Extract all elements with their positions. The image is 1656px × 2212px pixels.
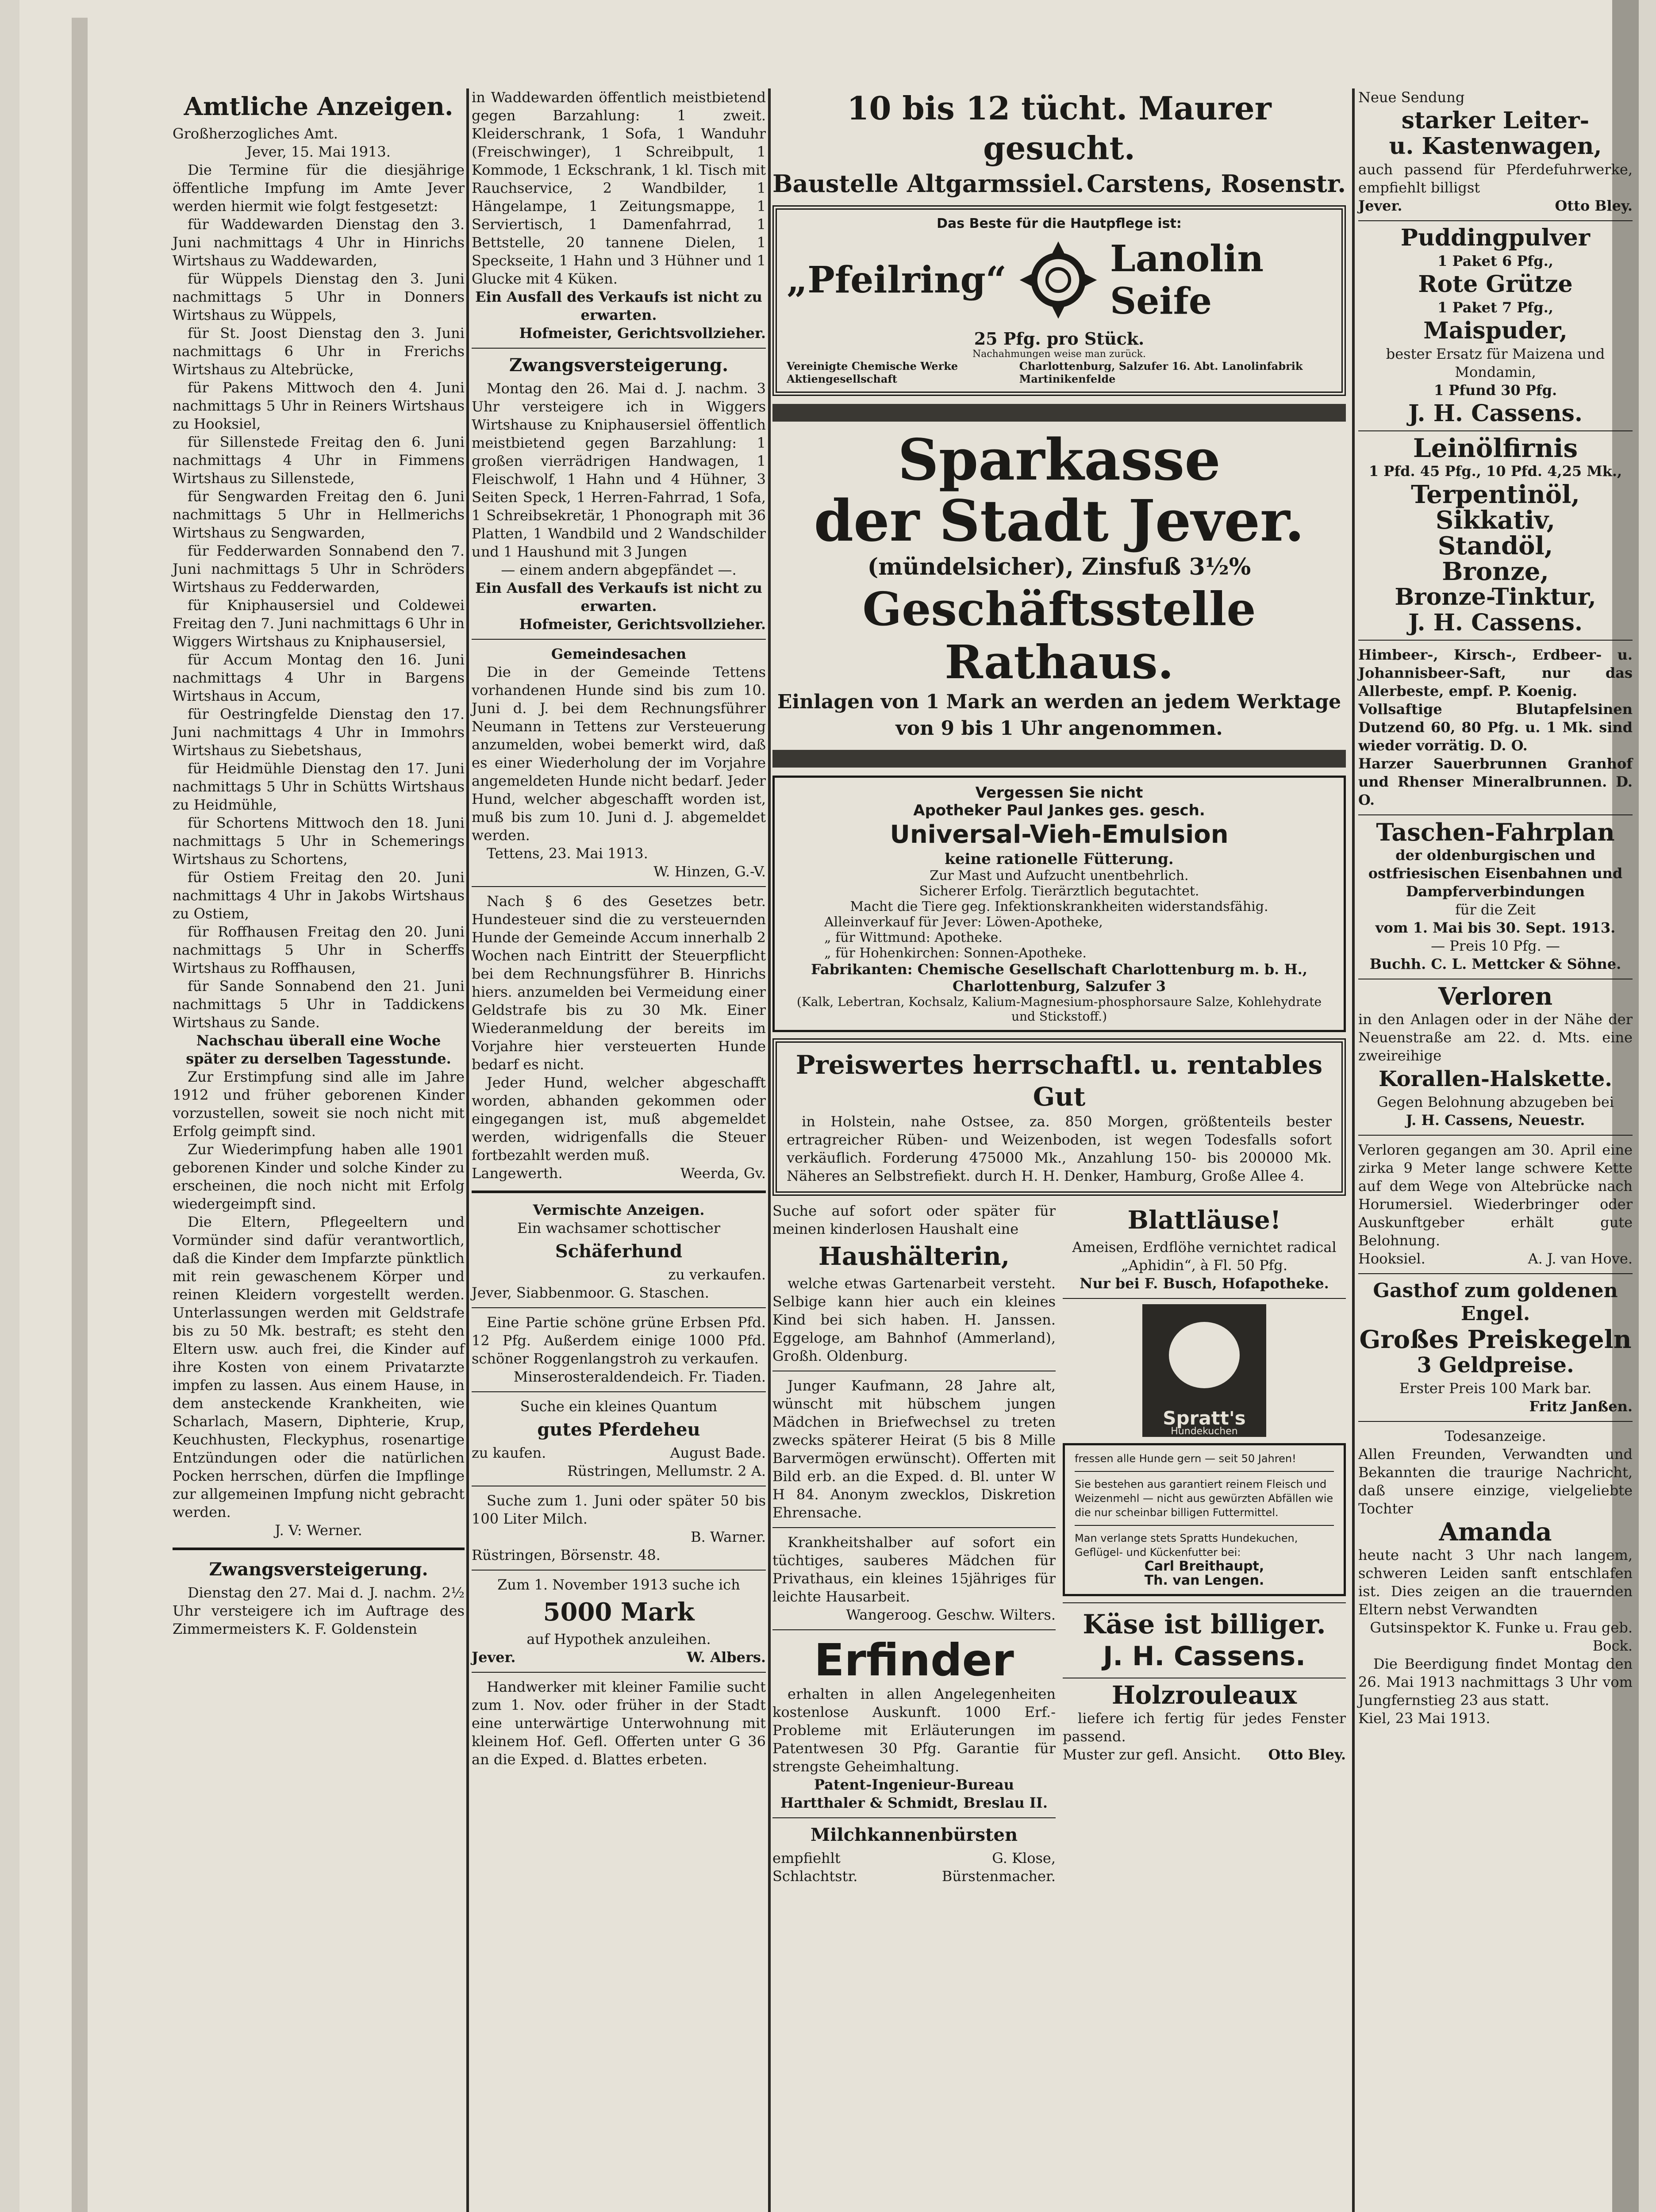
ad-headline: 5000 Mark [543,1598,695,1627]
decorative-bar [772,750,1346,768]
ad-line: fressen alle Hunde gern — seit 50 Jahren! [1075,1452,1296,1465]
place: Langewerth. [472,1165,563,1182]
ad-signature: Hartthaler & Schmidt, Breslau II. [780,1794,1048,1811]
auction-text: Dienstag den 27. Mai d. J. nachm. 2½ Uhr versteigere ich im Auftrage des Zimmermeisters K. F. Goldenstein [173,1584,465,1637]
ad-line: zu kaufen. [472,1444,546,1461]
ad-headline: Standöl, [1437,531,1553,561]
ad-line: Bürstenmacher. [941,1868,1056,1885]
ad-headline: Bronze-Tinktur, [1395,584,1596,611]
brand-name: Spratt's [1163,1407,1246,1429]
divider [1358,430,1633,431]
ad-line: (Kalk, Lebertran, Kochsalz, Kalium-Magnesium-phosphorsaure Salze, Kohlehydrate und Stickstoff.) [796,995,1322,1024]
ad-headline: Holzrouleaux [1111,1681,1297,1710]
signature: Weerda, Gv. [680,1165,766,1182]
ad-line: „ für Hohenkirchen: Sonnen-Apotheke. [824,945,1087,961]
ads-lower-left [772,1202,1056,1886]
ad-headline: Schäferhund [555,1241,683,1262]
ads-lower-split [772,1202,1346,1886]
schedule-entry: für Accum Montag den 16. Juni nachmittags 4 Uhr in Bargens Wirtshaus in Accum, [173,651,465,704]
page-fold [72,18,88,2212]
ad-line: keine rationelle Fütterung. [945,850,1174,868]
ad-headline: Preiswertes herrschaftl. u. rentables Gut [795,1050,1323,1112]
schedule-entry: für Wüppels Dienstag den 3. Juni nachmittags 5 Uhr in Donners Wirtshaus zu Wüppels, [173,270,465,323]
column-merchant-ads [1358,88,1633,1728]
arrow-ring-logo-icon [1018,231,1099,329]
ad-text: Eine Partie schöne grüne Erbsen Pfd. 12 Pfg. Außerdem einige 1000 Pfd. schöner Roggenlangstroh zu verkaufen. [472,1314,766,1367]
savings-bank-city: der Stadt Jever. [814,488,1305,554]
ad-line: Ameisen, Erdflöhe vernichtet radical [1072,1239,1337,1256]
place: Jever. [472,1649,516,1666]
ad-line: Erster Preis 100 Mark bar. [1399,1380,1592,1397]
column-rule-1 [466,88,469,2212]
savings-bank-title: Sparkasse [898,427,1221,493]
divider [1075,1525,1334,1526]
column-rule-2 [768,88,771,2212]
ad-text: in Holstein, nahe Ostsee, za. 850 Morgen, größtenteils bester ertragreicher Rüben- und Weizenboden, ist wegen Todesfalls sofort verkäuflich. Forderung 475000 Mk., Anzahlung 150- bis 200000 Mk. Näheres an Selbstrefiekt. durch H. H. Denker, Hamburg, Große Allee 4. [787,1113,1332,1184]
manufacturer: Vereinigte Chemische Werke Aktiengesellschaft [787,360,958,385]
obituary-date: Kiel, 23 Mai 1913. [1358,1710,1491,1727]
ad-signature: W. Albers. [687,1649,766,1666]
schedule-entry: für Schortens Mittwoch den 18. Juni nachmittags 5 Uhr in Schemerings Wirtshaus zu Schortens, [173,814,465,868]
bailiff-signature: Hofmeister, Gerichtsvollzieher. [519,616,766,633]
schedule-entry: für Kniphausersiel und Coldewei Freitag den 7. Juni nachmittags 6 Uhr in Wiggers Wirtshaus zu Kniphausersiel, [173,597,465,650]
schedule-entry: für Fedderwarden Sonnabend den 7. Juni nachmittags 5 Uhr in Schröders Wirtshaus zu Fedderwarden, [173,542,465,595]
ad-signature: J. H. Cassens. [1408,609,1583,636]
notice-signature-row [472,1164,766,1183]
advertiser: Carstens, Rosenstr. [1087,169,1346,198]
section-heading: Amtliche Anzeigen. [184,92,453,121]
ad-line: empfiehlt [772,1850,841,1866]
divider [1358,1135,1633,1136]
bailiff-signature: Hofmeister, Gerichtsvollzieher. [519,325,766,342]
ad-headline: Verloren [1438,982,1553,1010]
schedule-entry: für St. Joost Dienstag den 3. Juni nachmittags 6 Uhr in Frerichs Wirtshaus zu Altebrücke, [173,325,465,378]
ad-text: Handwerker mit kleiner Familie sucht zum 1. Nov. oder früher in der Stadt eine unterwärtige Unterwohnung mit kleinem Hof. Gefl. Offerten unter G 36 an die Exped. d. Blattes erbeten. [472,1678,766,1768]
ad-text: Harzer Sauerbrunnen Granhof und Rhenser Mineralbrunnen. D. O. [1358,755,1633,808]
product-name: Lanolin Seife [1110,238,1264,323]
ad-text: Himbeer-, Kirsch-, Erdbeer- u. Johannisbeer-Saft, nur das Allerbeste, empf. P. Koenig. [1358,646,1633,699]
divider [1063,1602,1346,1603]
ad-row [772,1867,1056,1886]
divider [472,886,766,887]
schedule-entry: für Sillenstede Freitag den 6. Juni nachmittags 4 Uhr in Fimmens Wirtshaus zu Sillenstede, [173,434,465,487]
ad-line: Suche auf sofort oder später für meinen kinderlosen Haushalt eine [772,1202,1056,1237]
ad-headline: J. H. Cassens. [1103,1641,1306,1672]
divider [472,1672,766,1673]
ad-row [1063,1746,1346,1764]
ad-row [472,1648,766,1667]
dog-tax-notice: Nach § 6 des Gesetzes betr. Hundesteuer sind die zu versteuernden Hunde der Gemeinde Accum innerhalb 2 Wochen nach Eintritt der Steuerpflicht bei dem Rechnungsführer B. Hinrichs hiers. anzumelden bei Vermeidung einer Geldstrafe bis zu 30 Mk. Einer Wiederanmeldung der bereits im Vorjahre hier versteuerten Hunde bedarf es nicht. [472,893,766,1073]
auction-remark: — einem andern abgepfändet —. [501,561,737,578]
auction-continued: in Waddewarden öffentlich meistbietend gegen Barzahlung: 1 zweit. Kleiderschrank, 1 Sofa, 1 Wanduhr (Freischwinger), 1 Schreibpult, 1 Kommode, 1 Eckschrank, 1 kl. Tisch mit Rauchservice, 2 Wandbilder, 1 Hängelampe, 1 Zeitungsmappe, 1 Serviertisch, 1 Damenfahrrad, 1 Bettstelle, 20 tannene Dielen, 1 Speckseite, 1 Hahn und 3 Hühner und 1 Glucke mit 4 Küken. [472,89,766,287]
column-rule-3 [1352,88,1355,2212]
warning: Nachahmungen weise man zurück. [972,349,1146,360]
ad-address: Jever, Siabbenmoor. G. Staschen. [472,1284,709,1301]
divider [472,1570,766,1571]
obituary-text: Allen Freunden, Verwandten und Bekannten die traurige Nachricht, daß unsere einzige, vielgeliebte Tochter [1358,1446,1633,1517]
column-display-ads [772,88,1346,1886]
ad-row [772,1849,1056,1867]
ad-headline: Terpentinöl, [1411,480,1580,509]
ad-headline: Maispuder, [1423,317,1568,344]
brand-name: „Pfeilring“ [787,259,1007,301]
price: 25 Pfg. pro Stück. [974,329,1145,349]
ad-text: Verloren gegangen am 30. April eine zirka 9 Meter lange schwere Kette auf dem Wege von Altebrücke nach Horumersiel. Wiederbringer oder Auskunftgeber erhält gute Belohnung. [1358,1141,1633,1249]
manufacturer-address: Charlottenburg, Salzufer 3 [953,978,1166,995]
column-official-notices [173,88,465,1638]
ad-line: Sie bestehen aus garantiert reinem Fleisch und Weizenmehl — nicht aus gewürzten Abfällen wie die nur scheinbar billigen Futtermittel. [1075,1478,1333,1519]
divider [1075,1471,1334,1472]
ad-signature: A. J. van Hove. [1528,1250,1633,1267]
ad-headline: Milchkannenbürsten [810,1824,1018,1845]
ad-headline: Haushälterin, [818,1242,1010,1271]
ad-headline: Großes Preiskegeln [1359,1325,1632,1354]
spratts-ad [1063,1443,1346,1596]
ad-headline: Rote Grütze [1418,271,1573,298]
ad-line: Nur bei F. Busch, Hofapotheke. [1080,1275,1329,1292]
ad-signature: Patent-Ingenieur-Bureau [814,1776,1014,1793]
ad-line: Ein wachsamer schottischer [517,1220,720,1237]
office-line: Großherzogliches Amt. [173,125,338,142]
manufacturer-address: Charlottenburg, Salzufer 16. Abt. Lanolinfabrik Martinikenfelde [1019,360,1303,385]
ad-headline: Puddingpulver [1400,224,1591,251]
dealer: Carl Breithaupt, [1144,1559,1264,1574]
ad-signature: Otto Bley. [1268,1746,1346,1763]
office-location: Geschäftsstelle Rathaus. [862,582,1256,689]
dealer: Th. van Lengen. [1144,1573,1264,1588]
schedule-entry: für Oestringfelde Dienstag den 17. Juni nachmittags 4 Uhr in Immohrs Wirtshaus zu Siebetshaus, [173,706,465,759]
masons-wanted-row [772,168,1346,199]
price: 1 Pfund 30 Pfg. [1433,382,1557,399]
dog-tax-notice: Jeder Hund, welcher abgeschafft worden, abhanden gekommen oder eingegangen ist, muß abgemeldet werden, widrigenfalls die Steuer fortbezahlt werden muß. [472,1074,766,1164]
re-vaccination: Zur Wiederimpfung haben alle 1901 geborenen Kinder und solche Kinder zu erscheinen, die noch nicht mit Erfolg wiedergeimpft sind. [173,1141,465,1212]
divider [772,1817,1056,1818]
section-heading: Todesanzeige. [1445,1428,1546,1444]
divider [1358,220,1633,221]
product-name: Universal-Vieh-Emulsion [890,820,1229,849]
vaccination-intro: Die Termine für die diesjährige öffentliche Impfung im Amte Jever werden hiermit wie folgt festgesetzt: [173,161,465,215]
divider [472,1307,766,1308]
ad-headline: Taschen-Fahrplan [1376,818,1615,846]
place: Jever. [1358,197,1402,214]
ad-line: Sicherer Erfolg. Tierärztlich begutachtet. [919,883,1199,899]
ad-headline: Erfinder [814,1634,1014,1686]
ad-signature: Otto Bley. [1555,197,1633,214]
schedule-entry: für Heidmühle Dienstag den 17. Juni nachmittags 5 Uhr in Schütts Wirtshaus zu Heidmühle, [173,760,465,813]
ad-signature: Minserosteraldendeich. Fr. Tiaden. [513,1368,766,1385]
dog-head-icon [1169,1322,1240,1388]
deposit-hours: Einlagen von 1 Mark an werden an jedem Werktage von 9 bis 1 Uhr angenommen. [777,691,1341,740]
ad-address: Rüstringen, Mellumstr. 2 A. [567,1463,766,1479]
ad-text: Suche zum 1. Juni oder später 50 bis 100 Liter Milch. [472,1492,766,1527]
ad-text: Krankheitshalber auf sofort ein tüchtiges, sauberes Mädchen für Privathaus, ein kleines 15jähriges für leichte Hausarbeit. [772,1534,1056,1605]
schedule-entry: für Ostiem Freitag den 20. Juni nachmittags 4 Uhr in Jakobs Wirtshaus zu Ostiem, [173,869,465,922]
schedule-entry: für Roffhausen Freitag den 20. Juni nachmittags 5 Uhr in Scherffs Wirtshaus zu Roffhausen, [173,923,465,976]
signature: J. V: Werner. [275,1522,362,1539]
auction-note: Ein Ausfall des Verkaufs ist nicht zu erwarten. [475,288,762,323]
price: — Preis 10 Pfg. — [1431,937,1560,954]
ad-line: Man verlange stets Spratts Hundekuchen, Geflügel- und Kückenfutter bei: [1075,1532,1298,1559]
divider [472,1190,766,1193]
masons-wanted-headline: 10 bis 12 tücht. Maurer gesucht. [847,89,1272,167]
ad-line: Gegen Belohnung abzugeben bei [1376,1094,1614,1110]
divider [1358,1273,1633,1274]
ad-line: „ für Wittmund: Apotheke. [824,930,1003,945]
divider [173,1548,465,1550]
divider [472,639,766,640]
ad-headline: Bronze, [1442,557,1549,586]
ad-headline: starker Leiter- [1401,107,1590,134]
obituary-text: Die Beerdigung findet Montag den 26. Mai 1913 nachmittags 3 Uhr vom Jungfernstieg 23 aus statt. [1358,1655,1633,1709]
notice-signature: W. Hinzen, G.-V. [653,863,766,880]
schedule-entry: für Pakens Mittwoch den 4. Juni nachmittags 5 Uhr in Reiners Wirtshaus zu Hooksiel, [173,379,465,432]
section-heading: Vermischte Anzeigen. [533,1202,705,1218]
ad-text: der oldenburgischen und ostfriesischen Eisenbahnen und Dampferverbindungen [1368,847,1623,900]
decorative-bar [772,404,1346,422]
schedule-entry: für Sande Sonnabend den 21. Juni nachmittags 5 Uhr in Taddickens Wirtshaus zu Sande. [173,978,465,1031]
ad-address: Schlachtstr. [772,1868,858,1885]
divider [1358,640,1633,641]
ad-signature: Fritz Janßen. [1529,1398,1633,1415]
ad-line: Macht die Tiere geg. Infektionskrankheiten widerstandsfähig. [850,899,1268,914]
obituary-signature: Gutsinspektor K. Funke u. Frau geb. Bock. [1370,1619,1633,1654]
auction-note: Ein Ausfall des Verkaufs ist nicht zu erwarten. [475,580,762,614]
ad-headline: Sikkativ, [1435,506,1556,535]
brand-row [787,231,1332,329]
estate-sale-ad [772,1038,1346,1196]
ad-headline: Blattläuse! [1127,1206,1281,1235]
ad-address: Rüstringen, Börsenstr. 48. [472,1547,661,1563]
ad-line: Muster zur gefl. Ansicht. [1063,1746,1241,1763]
ad-headline: Käse ist billiger. [1083,1609,1326,1640]
column-auctions-and-ads [472,88,766,1769]
schedule-entry: für Sengwarden Freitag den 6. Juni nachmittags 5 Uhr in Hellmerichs Wirtshaus zu Sengwarden, [173,488,465,541]
ad-line: auf Hypothek anzuleihen. [526,1631,711,1647]
ad-tagline: Das Beste für die Hautpflege ist: [937,216,1182,231]
divider [1358,1421,1633,1422]
ad-headline: 3 Geldpreise. [1417,1353,1574,1378]
livestock-emulsion-ad [772,776,1346,1032]
ad-text: erhalten in allen Angelegenheiten kostenlose Auskunft. 1000 Erf.-Probleme mit Erläuterungen im Patentwesen 30 Pfg. Garantie für strengste Geheimhaltung. [772,1686,1056,1775]
interest-rate: (mündelsicher), Zinsfuß 3½% [867,553,1251,580]
manufacturer: Fabrikanten: Chemische Gesellschaft Charlottenburg m. b. H., [811,961,1307,978]
ad-text: liefere ich fertig für jedes Fenster passend. [1063,1710,1346,1745]
divider [472,1391,766,1392]
auction-heading: Zwangsversteigerung. [209,1559,428,1580]
ad-headline: Korallen-Halskette. [1379,1067,1612,1091]
ad-line: Zum 1. November 1913 suche ich [497,1576,740,1593]
ad-line: Zur Mast und Aufzucht unentbehrlich. [930,868,1189,883]
spratts-dog-logo [1142,1304,1266,1437]
pfeilring-soap-ad [772,205,1346,396]
ad-row [1358,197,1633,215]
price: 1 Paket 6 Pfg., [1437,253,1553,269]
ad-text: auch passend für Pferdefuhrwerke, empfiehlt billigst [1358,161,1633,196]
ad-signature: G. Klose, [992,1850,1056,1866]
divider [772,1629,1056,1630]
ad-row [1358,1250,1633,1268]
ad-signature: Wangeroog. Geschw. Wilters. [846,1606,1056,1623]
price: 1 Paket 7 Pfg., [1437,299,1553,316]
ad-headline: Gasthof zum goldenen Engel. [1373,1279,1618,1325]
ad-line: zu verkaufen. [668,1266,766,1283]
ad-line: bester Ersatz für Maizena und Mondamin, [1386,346,1605,380]
dateline: Jever, 15. Mai 1913. [246,143,391,160]
ad-signature: J. H. Cassens, Neuestr. [1406,1112,1585,1129]
ad-headline: Leinölfirnis [1413,433,1578,463]
place: Hooksiel. [1358,1250,1425,1267]
ad-line: Vergessen Sie nicht [975,784,1143,802]
notice-date: Tettens, 23. Mai 1913. [487,845,648,862]
auction-heading: Zwangsversteigerung. [509,355,729,376]
ad-line: für die Zeit [1455,901,1536,918]
manufacturer-row [787,360,1332,385]
ad-line: Suche ein kleines Quantum [520,1398,718,1415]
ad-text: welche etwas Gartenarbeit versteht. Selbige kann hier auch ein kleines Kind bei sich haben. H. Janssen. Eggeloge, am Bahnhof (Ammerland), Großh. Oldenburg. [772,1275,1056,1364]
parents-notice: Die Eltern, Pflegeeltern und Vormünder sind dafür verantwortlich, daß die Kinder dem Impfarzte pünktlich mit rein gewaschenem Körper und reinen Kleidern vorgestellt werden. Unterlassungen werden mit Geldstrafe bis zu 50 Mk. bestraft; es steht den Eltern usw. auch frei, die Kinder auf ihre Kosten von einem Privatarzte impfen zu lassen. Aus einem Hause, in dem ansteckende Krankheiten, wie Scharlach, Masern, Diphterie, Krup, Keuchhusten, Fleckyphus, rosenartige Entzündungen oder die natürlichen Pocken herrschen, dürfen die Impflinge zur allgemeinen Impfung nicht gebracht werden. [173,1214,465,1521]
follow-up-note: Nachschau überall eine Woche später zu derselben Tagesstunde. [186,1032,451,1067]
ad-line: vom 1. Mai bis 30. Sept. 1913. [1375,919,1616,936]
ad-line: Apotheker Paul Jankes ges. gesch. [913,802,1205,819]
divider [1063,1298,1346,1299]
ad-text: in den Anlagen oder in der Nähe der Neuenstraße am 22. d. Mts. eine zweireihige [1358,1011,1633,1064]
ad-line: Alleinverkauf für Jever: Löwen-Apotheke, [824,914,1103,930]
ad-headline: u. Kastenwagen, [1389,133,1602,160]
divider [1358,814,1633,815]
obituary-text: heute nacht 3 Uhr nach langem, schweren Leiden sanft entschlafen ist. Dies zeigen an die trauernden Eltern nebst Verwandten [1358,1547,1633,1618]
ad-line: „Aphidin“, à Fl. 50 Pfg. [1121,1257,1287,1274]
price: 1 Pfd. 45 Pfg., 10 Pfd. 4,25 Mk., [1368,463,1622,480]
divider [772,1527,1056,1528]
product-name: Hundekuchen [1171,1426,1238,1437]
dog-tax-notice: Die in der Gemeinde Tettens vorhandenen Hunde sind bis zum 10. Juni d. J. bei dem Rechnungsführer Neumann in Tettens zur Versteuerung anzumelden, wobei bemerkt wird, daß es einer Wiederholung der im Vorjahre angemeldeten Hunde nicht bedarf. Jeder Hund, welcher abgeschafft worden ist, muß bis zum 10. Juni d. J. abgemeldet werden. [472,664,766,844]
ad-signature: Buchh. C. L. Mettcker & Söhne. [1369,956,1621,972]
ad-signature: J. H. Cassens. [1408,400,1583,427]
divider [472,348,766,349]
ad-text: Junger Kaufmann, 28 Jahre alt, wünscht mit hübschem jungen Mädchen in Briefwechsel zu treten zwecks späterer Heirat (5 bis 8 Mille Barvermögen erwünscht). Offerten mit Bild erb. an die Exped. d. Bl. unter W H 84. Anonym zwecklos, Diskretion Ehrensache. [772,1377,1056,1521]
ad-headline: gutes Pferdeheu [537,1419,700,1440]
ad-line: Neue Sendung [1358,89,1465,106]
ad-signature: B. Warner. [691,1528,766,1545]
auction-text: Montag den 26. Mai d. J. nachm. 3 Uhr versteigere ich in Wiggers Wirtshause zu Kniphausersiel öffentlich meistbietend gegen Barzahlung: 1 großen vierrädrigen Handwagen, 1 Fleischwolf, 1 Hahn und 4 Hühner, 3 Seiten Speck, 1 Herren-Fahrrad, 1 Sofa, 1 Schreibsekretär, 1 Phonograph mit 36 Platten, 1 Wandbild und 2 Wandschilder und 1 Haushund mit 3 Jungen [472,380,766,560]
ad-signature: August Bade. [670,1444,766,1461]
construction-site: Baustelle Altgarmssiel. [772,169,1084,198]
section-heading: Gemeindesachen [551,645,687,662]
schedule-entry: für Waddewarden Dienstag den 3. Juni nachmittags 4 Uhr in Hinrichs Wirtshaus zu Waddewarden, [173,216,465,269]
first-vaccination: Zur Erstimpfung sind alle im Jahre 1912 und früher geborenen Kinder vorzustellen, soweit sie noch nicht mit Erfolg geimpft sind. [173,1068,465,1140]
ads-lower-right [1063,1202,1346,1886]
ad-row [472,1444,766,1462]
obituary-name: Amanda [1439,1517,1552,1547]
ad-text: Vollsaftige Blutapfelsinen Dutzend 60, 80 Pfg. u. 1 Mk. sind wieder vorrätig. D. O. [1358,701,1633,754]
